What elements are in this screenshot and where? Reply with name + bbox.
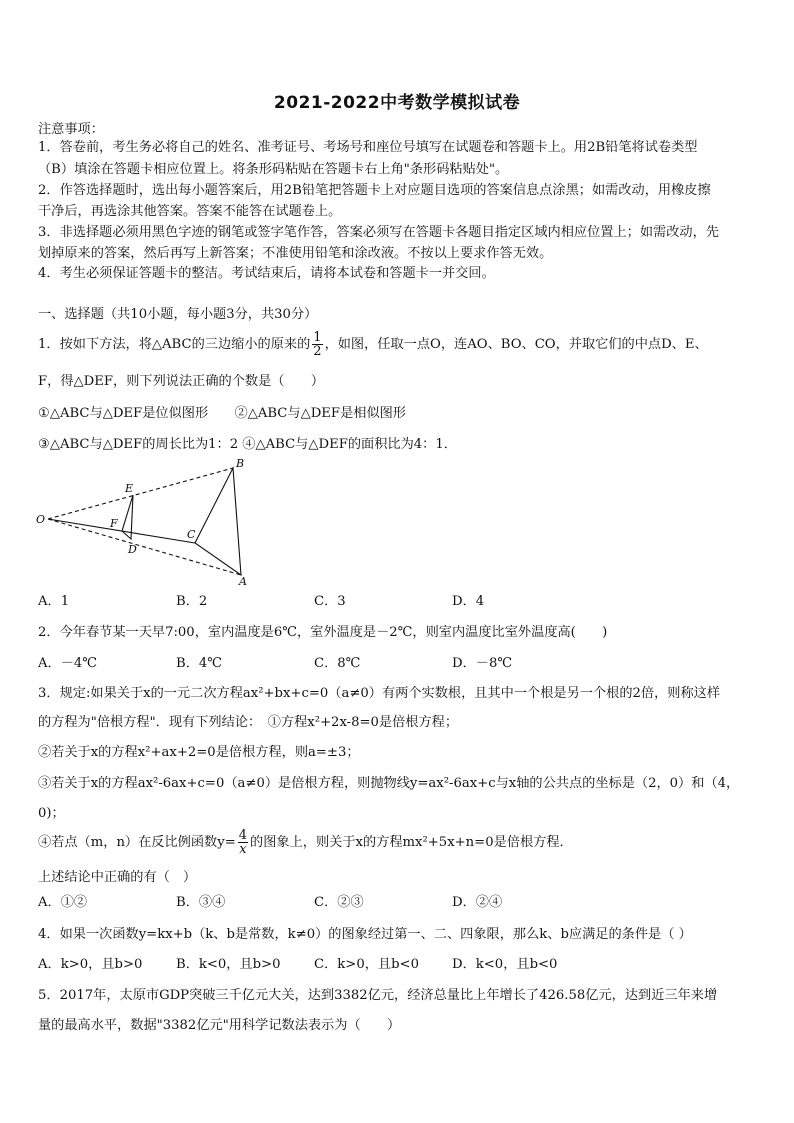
question-4-line: 4．如果一次函数y=kx+b（k、b是常数，k≠0）的图象经过第一、二、四象限，那么k、b应满足的条件是（ ） — [38, 927, 692, 942]
question-5-line: 量的最高水平，数据"3382亿元"用科学记数法表示为（ ） — [38, 1018, 401, 1033]
notice-line: 3．非选择题必须用黑色字迹的钢笔或签字笔作答，答案必须写在答题卡各题目指定区域内相应位置上；如需改动，先 — [38, 225, 719, 240]
triangle-figure — [30, 455, 260, 587]
label-B: B — [236, 457, 245, 470]
question-5-line: 5．2017年，太原市GDP突破三千亿元大关，达到3382亿元，经济总量比上年增长了426.58亿元，达到近三年来增 — [38, 988, 718, 1003]
label-E: E — [125, 482, 134, 495]
question-1-text-a: 1．按如下方法，将△ABC的三边缩小的原来的 — [38, 337, 311, 352]
question-3-text-b: 的图象上，则关于x的方程mx²+5x+n=0是倍根方程． — [250, 835, 573, 850]
question-3-line: ②若关于x的方程x²+ax+2=0是倍根方程，则a=±3； — [38, 745, 360, 760]
question-1-statements: ①△ABC与△DEF是位似图形 ②△ABC与△DEF是相似图形 — [38, 406, 406, 421]
notice-line: 干净后，再选涂其他答案。答案不能答在试题卷上。 — [38, 204, 342, 219]
notice-line: 划掉原来的答案，然后再写上新答案；不准使用铅笔和涂改液。不按以上要求作答无效。 — [38, 246, 553, 261]
fraction-denominator: x — [239, 842, 247, 857]
option-b[interactable]: B．4℃ — [176, 656, 223, 671]
option-c[interactable]: C．3 — [314, 594, 346, 609]
question-3-line: 的方程为"倍根方程"．现有下列结论： ①方程x²+2x-8=0是倍根方程； — [38, 715, 459, 730]
fraction-4-over-x — [238, 829, 248, 856]
notice-line: 4．考生必须保证答题卡的整洁。考试结束后，请将本试卷和答题卡一并交回。 — [38, 266, 495, 281]
question-1-text-b: ，如图，任取一点O，连AO、BO、CO，并取它们的中点D、E、 — [324, 337, 708, 352]
option-c[interactable]: C．8℃ — [314, 656, 361, 671]
option-c[interactable]: C．k>0，且b<0 — [314, 957, 419, 972]
fraction-denominator: 2 — [313, 344, 322, 359]
question-3-line: ③若关于x的方程ax²-6ax+c=0（a≠0）是倍根方程，则抛物线y=ax²-6ax+c与x轴的公共点的坐标是（2，0）和（4， — [38, 776, 740, 791]
question-2-line: 2．今年春节某一天早7:00，室内温度是6℃，室外温度是－2℃，则室内温度比室外温度高( ) — [38, 625, 608, 640]
question-3-text-a: ④若点（m，n）在反比例函数y= — [38, 835, 236, 850]
option-c[interactable]: C．②③ — [314, 895, 364, 910]
option-d[interactable]: D．k<0，且b<0 — [452, 957, 558, 972]
label-F: F — [110, 517, 118, 530]
notice-line: 2．作答选择题时，选出每小题答案后，用2B铅笔把答题卡上对应题目选项的答案信息点涂黑；如需改动，用橡皮擦 — [38, 183, 711, 198]
notice-line: （B）填涂在答题卡相应位置上。将条形码粘贴在答题卡右上角"条形码粘贴处"。 — [38, 162, 509, 177]
fraction-numerator: 4 — [238, 828, 248, 843]
option-a[interactable]: A．k>0，且b>0 — [38, 957, 143, 972]
segment-OA — [48, 519, 241, 575]
option-d[interactable]: D．4 — [452, 594, 485, 609]
question-3-line — [38, 829, 573, 857]
option-d[interactable]: D．②④ — [452, 895, 503, 910]
fraction-one-half — [312, 331, 322, 358]
segment-OB — [48, 468, 233, 519]
option-d[interactable]: D．－8℃ — [452, 656, 513, 671]
question-1-line: F，得△DEF，则下列说法正确的个数是（ ） — [38, 374, 325, 389]
section-heading: 一、选择题（共10小题，每小题3分，共30分） — [38, 307, 318, 322]
label-O: O — [36, 513, 46, 526]
option-b[interactable]: B．2 — [176, 594, 208, 609]
option-a[interactable]: A．－4℃ — [38, 656, 98, 671]
question-3-line: 0)； — [38, 806, 65, 821]
triangle-ABC — [195, 468, 241, 575]
option-b[interactable]: B．k<0，且b>0 — [176, 957, 281, 972]
label-D: D — [128, 543, 137, 556]
label-A: A — [239, 575, 247, 587]
exam-title: 2021-2022中考数学模拟试卷 — [273, 93, 521, 113]
notice-heading: 注意事项： — [38, 122, 104, 137]
question-3-line: 3．规定:如果关于x的一元二次方程ax²+bx+c=0（a≠0）有两个实数根，且其中一个根是另一个根的2倍，则称这样 — [38, 686, 721, 701]
question-1-line — [38, 331, 708, 359]
option-b[interactable]: B．③④ — [176, 895, 226, 910]
notice-line: 1．答卷前，考生务必将自己的姓名、准考证号、考场号和座位号填写在试题卷和答题卡上。用2B铅笔将试卷类型 — [38, 140, 698, 155]
fraction-numerator: 1 — [313, 330, 322, 345]
option-a[interactable]: A．①② — [38, 895, 88, 910]
question-1-statements: ③△ABC与△DEF的周长比为1：2 ④△ABC与△DEF的面积比为4：1． — [38, 437, 457, 452]
label-C: C — [187, 528, 196, 541]
option-a[interactable]: A．1 — [38, 594, 70, 609]
question-3-line: 上述结论中正确的有（ ） — [38, 870, 197, 885]
